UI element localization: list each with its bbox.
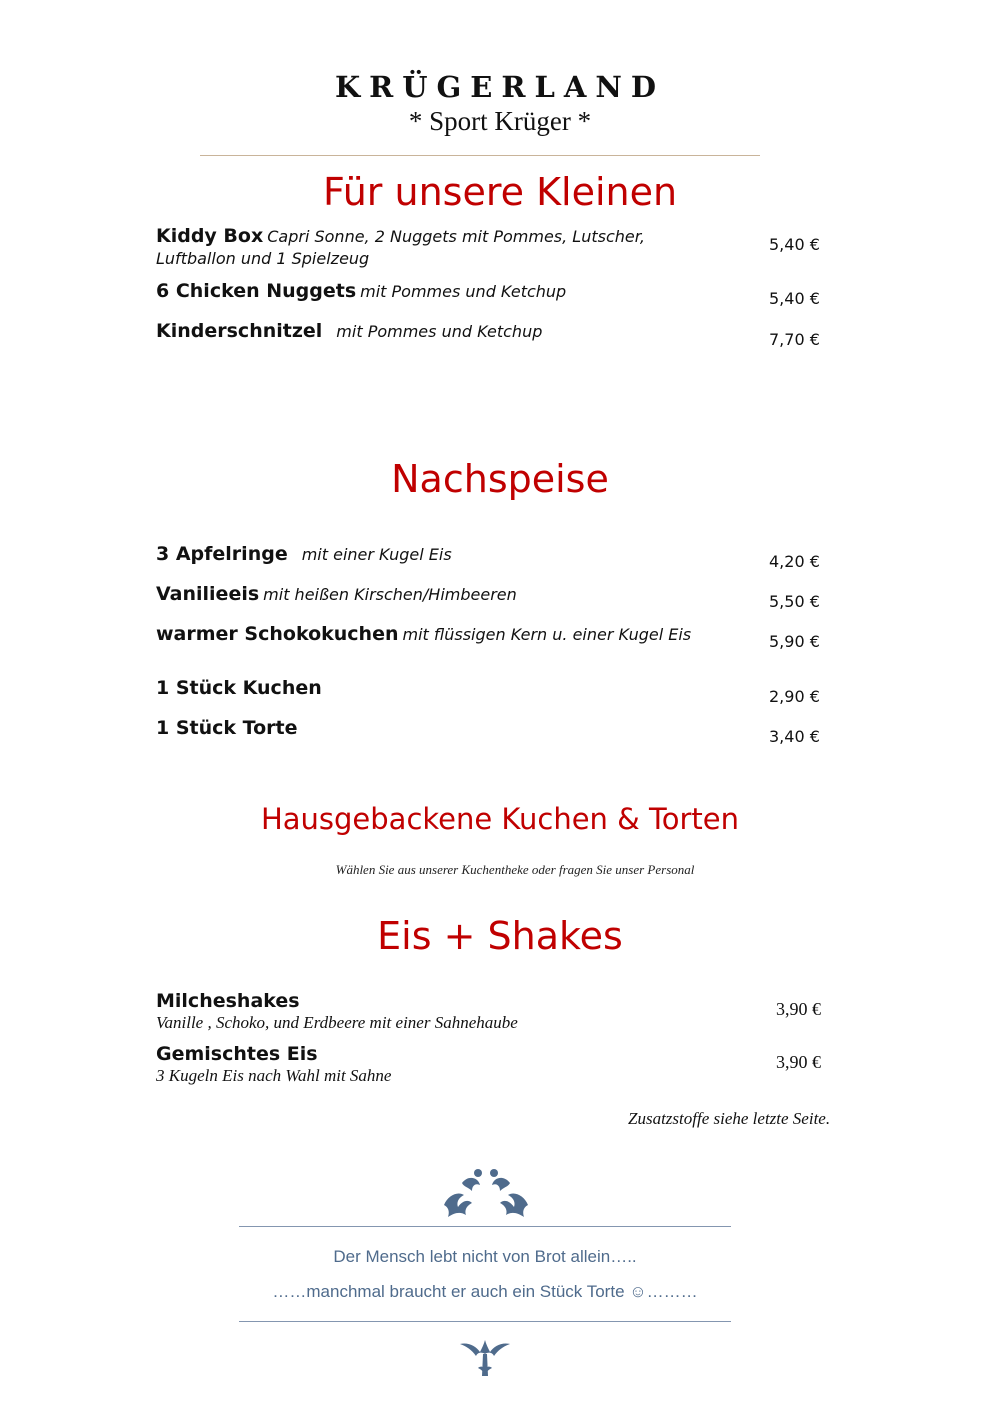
- section-title-cakes: Hausgebackene Kuchen & Torten: [260, 802, 740, 836]
- item-price: 5,50 €: [769, 592, 820, 611]
- item-name: Milcheshakes: [156, 990, 300, 1012]
- fleuron-icon: [458, 1338, 512, 1378]
- header-divider: [200, 155, 760, 156]
- brand-title: KRÜGERLAND: [334, 70, 666, 104]
- item-name: Kinderschnitzel: [156, 320, 323, 342]
- menu-item: [156, 624, 716, 646]
- item-description: mit Pommes und Ketchup: [360, 282, 567, 301]
- item-description: mit flüssigen Kern u. einer Kugel Eis: [402, 625, 692, 644]
- menu-item: [156, 1044, 716, 1086]
- item-name: Vanilieeis: [156, 583, 260, 605]
- additives-note: Zusatzstoffe siehe letzte Seite.: [628, 1109, 831, 1128]
- brand-subtitle: * Sport Krüger *: [408, 106, 592, 136]
- footer-divider-bottom: [239, 1321, 731, 1322]
- item-price: 5,40 €: [769, 289, 820, 308]
- item-description: mit Pommes und Ketchup: [336, 322, 543, 341]
- section-title-ice: Eis + Shakes: [377, 914, 623, 958]
- footer-divider-top: [239, 1226, 731, 1227]
- item-price: 3,40 €: [769, 727, 820, 746]
- item-name: Kiddy Box: [156, 225, 264, 247]
- item-description: mit einer Kugel Eis: [301, 545, 452, 564]
- item-price: 5,90 €: [769, 632, 820, 651]
- menu-item: [156, 991, 716, 1033]
- section-title-kids: Für unsere Kleinen: [322, 170, 678, 214]
- item-price: 4,20 €: [769, 552, 820, 571]
- item-name: 6 Chicken Nuggets: [156, 280, 357, 302]
- item-description: mit heißen Kirschen/Himbeeren: [263, 585, 517, 604]
- menu-item: [156, 321, 716, 343]
- item-name: Gemischtes Eis: [156, 1043, 318, 1065]
- menu-item: [156, 584, 716, 606]
- item-name: 1 Stück Torte: [156, 717, 298, 739]
- item-price: 5,40 €: [769, 235, 820, 254]
- item-name: warmer Schokokuchen: [156, 623, 399, 645]
- item-description: Vanille , Schoko, und Erdbeere mit einer Sahnehaube: [156, 1013, 518, 1032]
- menu-item: [156, 281, 716, 303]
- item-description: 3 Kugeln Eis nach Wahl mit Sahne: [156, 1066, 392, 1085]
- item-name: 1 Stück Kuchen: [156, 677, 322, 699]
- item-price: 2,90 €: [769, 687, 820, 706]
- menu-item: [156, 226, 716, 270]
- menu-item: [156, 678, 716, 700]
- section-title-dessert: Nachspeise: [391, 457, 609, 501]
- menu-item: [156, 718, 716, 740]
- item-price: 7,70 €: [769, 330, 820, 349]
- item-price: 3,90 €: [776, 999, 821, 1019]
- quote-line-1: Der Mensch lebt nicht von Brot allein…..: [333, 1247, 637, 1266]
- flourish-pair-icon: [434, 1165, 538, 1221]
- cakes-note: Wählen Sie aus unserer Kuchentheke oder fragen Sie unser Personal: [335, 862, 695, 877]
- menu-item: [156, 544, 716, 566]
- quote-line-2: ……manchmal braucht er auch ein Stück Torte ☺………: [272, 1282, 698, 1301]
- item-price: 3,90 €: [776, 1052, 821, 1072]
- item-description: Capri Sonne, 2 Nuggets mit Pommes, Lutscher, Luftballon und 1 Spielzeug: [156, 227, 645, 268]
- item-name: 3 Apfelringe: [156, 543, 288, 565]
